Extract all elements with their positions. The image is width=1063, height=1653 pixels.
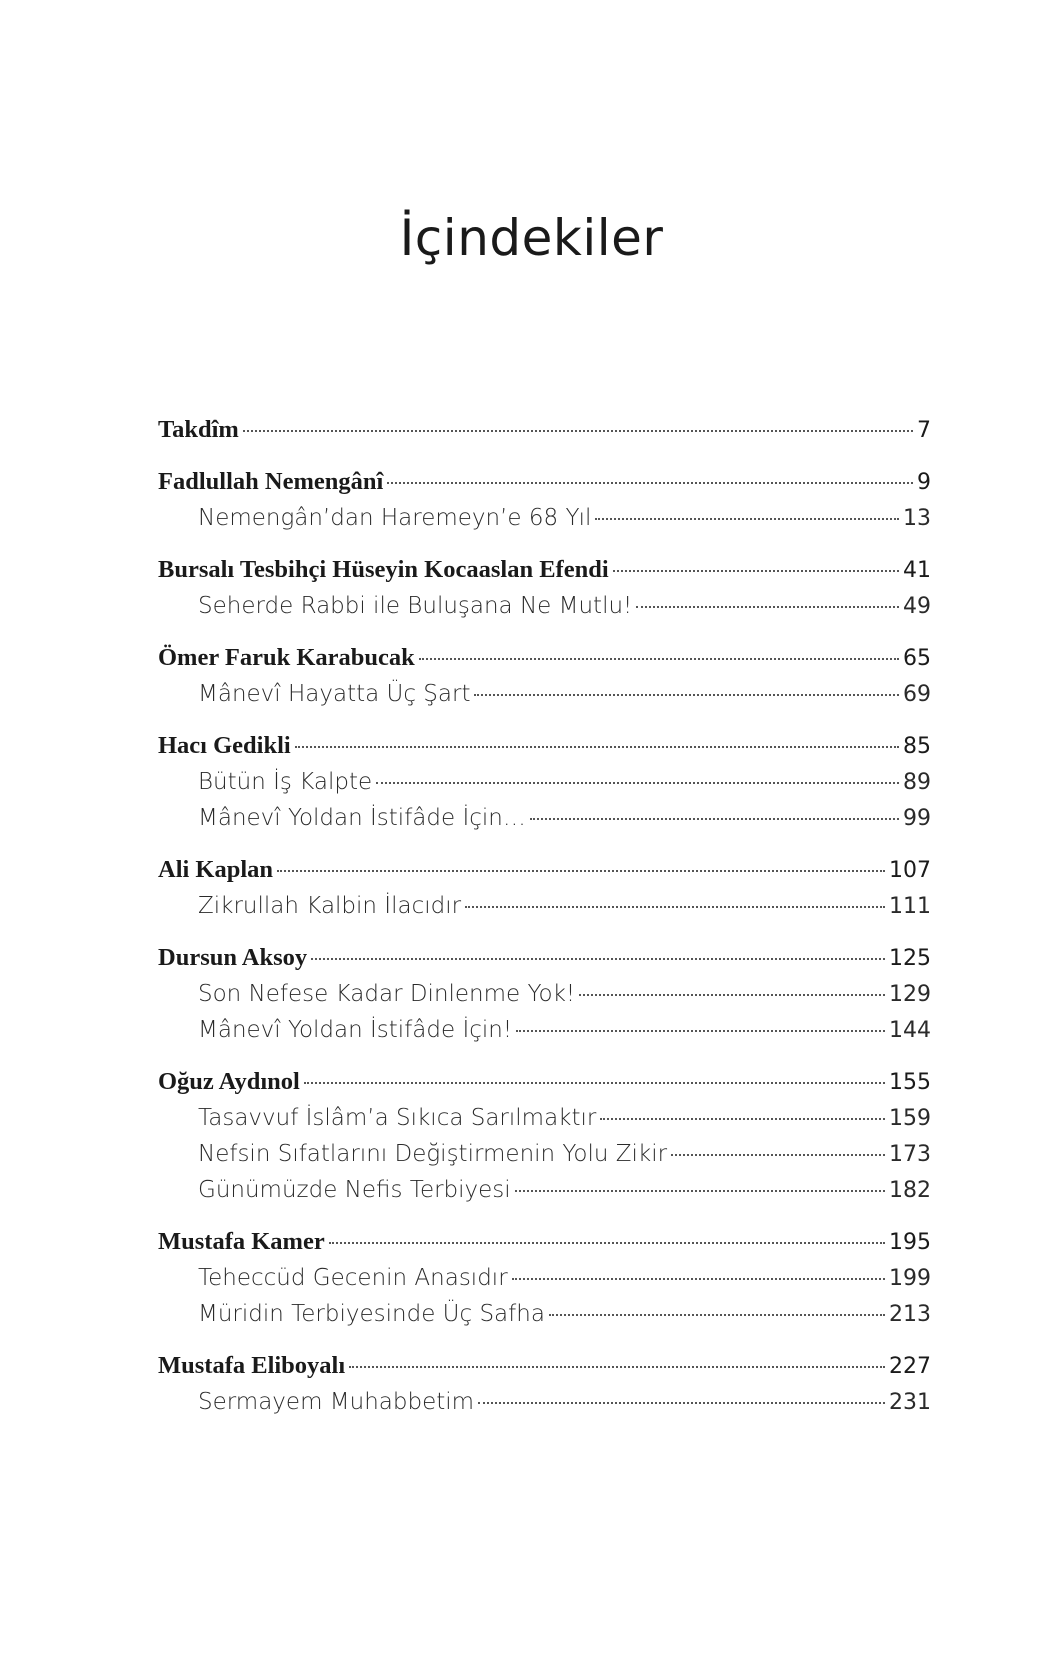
toc-chapter-entry[interactable] — [158, 640, 931, 676]
toc-page-number: 13 — [903, 506, 931, 531]
toc-page-number: 125 — [889, 946, 931, 971]
toc-section — [158, 1348, 931, 1420]
toc-page-number: 99 — [903, 806, 931, 831]
toc-page-number: 129 — [889, 982, 931, 1007]
toc-page-number: 89 — [903, 770, 931, 795]
toc-chapter-entry[interactable] — [158, 852, 931, 888]
toc-subsection-entry[interactable] — [158, 1100, 931, 1136]
dot-leader — [636, 606, 899, 608]
toc-section — [158, 552, 931, 624]
toc-chapter-entry[interactable] — [158, 728, 931, 764]
toc-entry-title: Teheccüd Gecenin Anasıdır — [198, 1265, 508, 1291]
dot-leader — [600, 1118, 885, 1120]
toc-subsection-entry[interactable] — [158, 1136, 931, 1172]
toc-section — [158, 1064, 931, 1208]
toc-page-number: 159 — [889, 1106, 931, 1131]
toc-entry-title: Nefsin Sıfatlarını Değiştirmenin Yolu Zikir — [198, 1141, 668, 1167]
toc-entry-title: Mustafa Eliboyalı — [158, 1352, 346, 1379]
dot-leader — [277, 870, 885, 872]
toc-entry-title: Sermayem Muhabbetim — [198, 1389, 475, 1415]
dot-leader — [349, 1366, 885, 1368]
toc-subsection-entry[interactable] — [158, 800, 931, 836]
toc-subsection-entry[interactable] — [158, 1260, 931, 1296]
page-title: İçindekiler — [399, 209, 664, 267]
toc-chapter-entry[interactable] — [158, 552, 931, 588]
toc-entry-title: Mânevî Yoldan İstifâde İçin! — [198, 1017, 513, 1043]
dot-leader — [613, 570, 899, 572]
toc-subsection-entry[interactable] — [158, 500, 931, 536]
toc-entry-title: Takdîm — [158, 416, 239, 443]
toc-entry-title: Seherde Rabbi ile Buluşana Ne Mutlu! — [198, 593, 633, 619]
dot-leader — [595, 518, 899, 520]
dot-leader — [530, 818, 899, 820]
toc-page-number: 65 — [903, 646, 931, 671]
dot-leader — [387, 482, 913, 484]
toc-page-number: 7 — [917, 418, 931, 443]
toc-subsection-entry[interactable] — [158, 764, 931, 800]
toc-section — [158, 464, 931, 536]
toc-chapter-entry[interactable] — [158, 940, 931, 976]
toc-subsection-entry[interactable] — [158, 888, 931, 924]
toc-page-number: 173 — [889, 1142, 931, 1167]
toc-entry-title: Ali Kaplan — [158, 856, 274, 883]
dot-leader — [579, 994, 885, 996]
toc-section — [158, 640, 931, 712]
toc-entry-title: Zikrullah Kalbin İlacıdır — [198, 893, 462, 919]
toc-page-number: 231 — [889, 1390, 931, 1415]
toc-page-number: 107 — [889, 858, 931, 883]
toc-entry-title: Dursun Aksoy — [158, 944, 308, 971]
toc-subsection-entry[interactable] — [158, 676, 931, 712]
dot-leader — [671, 1154, 885, 1156]
dot-leader — [243, 430, 913, 432]
toc-section — [158, 940, 931, 1048]
toc-page-number: 41 — [903, 558, 931, 583]
toc-subsection-entry[interactable] — [158, 976, 931, 1012]
toc-entry-title: Nemengân’dan Haremeyn’e 68 Yıl — [198, 505, 592, 531]
toc-page-number: 111 — [889, 894, 931, 919]
toc-page-number: 9 — [917, 470, 931, 495]
toc-section — [158, 1224, 931, 1332]
dot-leader — [311, 958, 885, 960]
toc-page-number: 155 — [889, 1070, 931, 1095]
toc-subsection-entry[interactable] — [158, 1384, 931, 1420]
toc-page-number: 49 — [903, 594, 931, 619]
toc-chapter-entry[interactable] — [158, 464, 931, 500]
toc-page-number: 144 — [889, 1018, 931, 1043]
toc-entry-title: Müridin Terbiyesinde Üç Safha — [198, 1301, 545, 1327]
dot-leader — [478, 1402, 885, 1404]
dot-leader — [515, 1190, 885, 1192]
toc-entry-title: Hacı Gedikli — [158, 732, 291, 759]
toc-subsection-entry[interactable] — [158, 588, 931, 624]
toc-entry-title: Mânevî Yoldan İstifâde İçin… — [198, 805, 526, 831]
dot-leader — [295, 746, 899, 748]
toc-entry-title: Günümüzde Nefis Terbiyesi — [198, 1177, 511, 1203]
toc-page-number: 182 — [889, 1178, 931, 1203]
toc-subsection-entry[interactable] — [158, 1012, 931, 1048]
toc-subsection-entry[interactable] — [158, 1172, 931, 1208]
dot-leader — [549, 1314, 885, 1316]
toc-entry-title: Bütün İş Kalpte — [198, 769, 373, 795]
toc-page-number: 213 — [889, 1302, 931, 1327]
toc-chapter-entry[interactable] — [158, 1064, 931, 1100]
dot-leader — [474, 694, 899, 696]
toc-page-number: 199 — [889, 1266, 931, 1291]
toc-entry-title: Oğuz Aydınol — [158, 1068, 300, 1095]
dot-leader — [512, 1278, 885, 1280]
toc-subsection-entry[interactable] — [158, 1296, 931, 1332]
toc-entry-title: Ömer Faruk Karabucak — [158, 644, 415, 671]
dot-leader — [419, 658, 899, 660]
dot-leader — [465, 906, 885, 908]
toc-section — [158, 728, 931, 836]
toc-chapter-entry[interactable] — [158, 412, 931, 448]
toc-chapter-entry[interactable] — [158, 1348, 931, 1384]
toc-section — [158, 412, 931, 448]
dot-leader — [329, 1242, 885, 1244]
toc-entry-title: Fadlullah Nemengânî — [158, 468, 384, 495]
toc-entry-title: Mânevî Hayatta Üç Şart — [198, 681, 471, 707]
toc-page-number: 85 — [903, 734, 931, 759]
toc-page-number: 195 — [889, 1230, 931, 1255]
toc-entry-title: Mustafa Kamer — [158, 1228, 325, 1255]
toc-entry-title: Bursalı Tesbihçi Hüseyin Kocaaslan Efendi — [158, 556, 609, 583]
toc-page-number: 227 — [889, 1354, 931, 1379]
toc-entry-title: Tasavvuf İslâm’a Sıkıca Sarılmaktır — [198, 1105, 597, 1131]
table-of-contents — [158, 412, 931, 1436]
toc-entry-title: Son Nefese Kadar Dinlenme Yok! — [198, 981, 576, 1007]
dot-leader — [304, 1082, 885, 1084]
dot-leader — [376, 782, 899, 784]
toc-chapter-entry[interactable] — [158, 1224, 931, 1260]
dot-leader — [516, 1030, 885, 1032]
toc-section — [158, 852, 931, 924]
toc-page-number: 69 — [903, 682, 931, 707]
